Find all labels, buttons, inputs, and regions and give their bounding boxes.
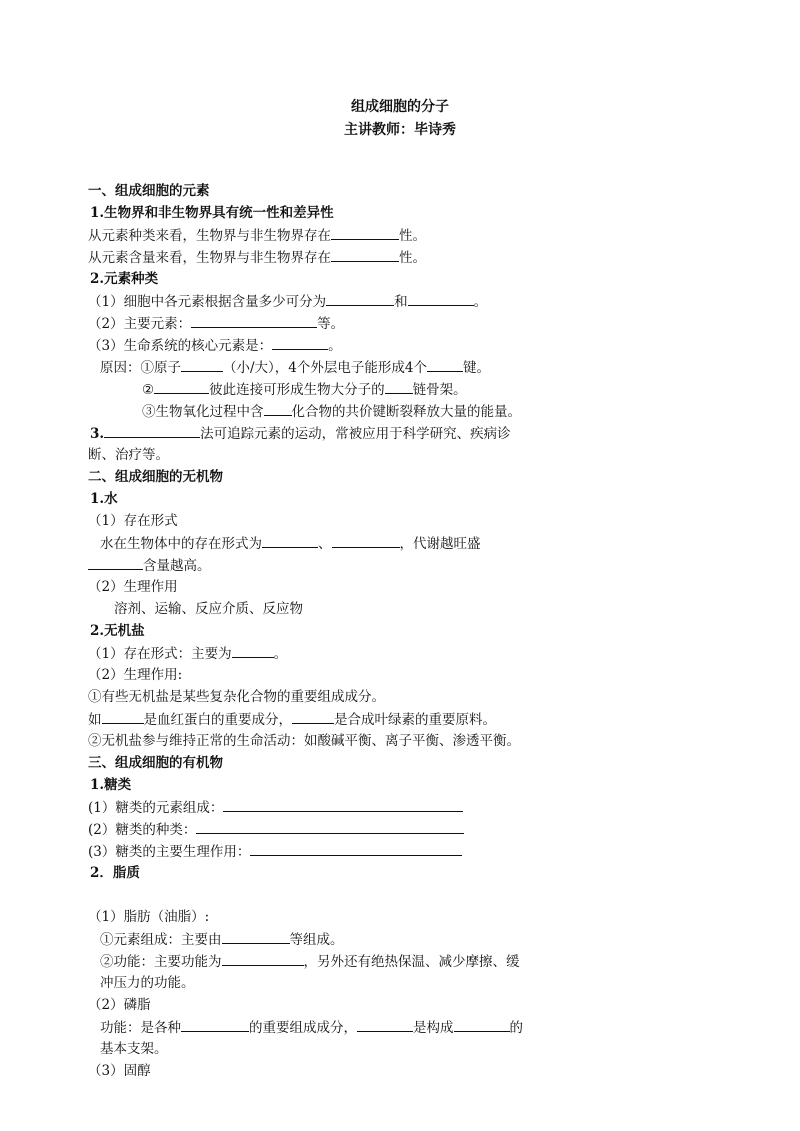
- fill-blank[interactable]: [331, 226, 399, 240]
- text-line: 如 是血红蛋白的重要成分， 是合成叶绿素的重要原料。: [88, 712, 496, 728]
- text-line: 功能：是各种 的重要组成成分， 是构成 的: [100, 1020, 523, 1036]
- page-title: 组成细胞的分子: [351, 99, 449, 115]
- text-line: (1）糖类的元素组成：: [88, 798, 463, 817]
- text-line: 溶剂、运输、反应介质、反应物: [114, 601, 303, 617]
- text-line: 水在生物体中的存在形式为 、 ，代谢越旺盛: [100, 536, 481, 552]
- subheading-lipids: 2．脂质: [90, 865, 140, 881]
- text-line: （1）脂肪（油脂）:: [88, 909, 210, 925]
- text-line: (2）糖类的种类：: [88, 820, 464, 839]
- section-heading-elements: 一、组成细胞的元素: [88, 183, 210, 199]
- fill-blank[interactable]: [154, 380, 209, 394]
- fill-blank[interactable]: [326, 292, 394, 306]
- fill-blank[interactable]: [250, 842, 462, 856]
- text-line: （2）生理作用: [88, 579, 178, 595]
- fill-blank[interactable]: [223, 798, 463, 812]
- fill-blank[interactable]: [332, 534, 400, 548]
- subheading-element-types: 2.元素种类: [90, 271, 159, 287]
- fill-blank[interactable]: [222, 930, 290, 944]
- fill-blank[interactable]: [408, 292, 474, 306]
- text-line: 基本支架。: [100, 1041, 168, 1057]
- text-line: （1）存在形式：主要为 。: [88, 646, 288, 662]
- text-line: ②功能：主要功能为 ，另外还有绝热保温、减少摩擦、缓: [100, 954, 520, 970]
- text-line: （2）生理作用:: [88, 667, 183, 683]
- text-line: 含量越高。: [88, 556, 211, 575]
- section-heading-inorganic: 二、组成细胞的无机物: [88, 469, 223, 485]
- text-line: （2）主要元素： 等。: [88, 316, 345, 332]
- text-line: ①元素组成：主要由 等组成。: [100, 932, 344, 948]
- subheading-water: 1.水: [90, 491, 118, 507]
- fill-blank[interactable]: [385, 380, 413, 394]
- fill-blank[interactable]: [454, 1018, 510, 1032]
- fill-blank[interactable]: [181, 358, 223, 372]
- text-line: ② 彼此连接可形成生物大分子的 链骨架。: [142, 382, 467, 398]
- text-line: （1）细胞中各元素根据含量多少可分为 和 。: [88, 294, 488, 310]
- text-line: 从元素种类来看，生物界与非生物界存在 性。: [88, 228, 426, 244]
- text-line: 原因：①原子 （小/大），4个外层电子能形成4个 键。: [100, 360, 490, 376]
- fill-blank[interactable]: [191, 314, 317, 328]
- fill-blank[interactable]: [222, 952, 304, 966]
- section-heading-organic: 三、组成细胞的有机物: [88, 755, 223, 771]
- subheading-sugars: 1.糖类: [90, 777, 132, 793]
- text-line: （3）生命系统的核心元素是： 。: [88, 338, 342, 354]
- text-line: ②无机盐参与维持正常的生命活动：如酸碱平衡、离子平衡、渗透平衡。: [88, 733, 520, 749]
- teacher-line: 主讲教师：毕诗秀: [344, 122, 456, 138]
- text-line: 断、治疗等。: [88, 447, 169, 463]
- fill-blank[interactable]: [272, 336, 328, 350]
- fill-blank[interactable]: [88, 556, 143, 570]
- fill-blank[interactable]: [262, 534, 318, 548]
- fill-blank[interactable]: [427, 358, 463, 372]
- fill-blank[interactable]: [357, 1018, 413, 1032]
- fill-blank[interactable]: [104, 424, 200, 438]
- subheading-salts: 2.无机盐: [90, 623, 145, 639]
- text-line: 从元素含量来看，生物界与非生物界存在 性。: [88, 250, 426, 266]
- text-line: (3）糖类的主要生理作用：: [88, 842, 462, 861]
- text-line: ①有些无机盐是某些复杂化合物的重要组成成分。: [88, 689, 385, 705]
- text-line: 冲压力的功能。: [100, 975, 195, 991]
- text-line: ③生物氧化过程中含 化合物的共价键断裂释放大量的能量。: [142, 404, 521, 420]
- text-line: （1）存在形式: [88, 513, 178, 529]
- text-line: （3）固醇: [88, 1063, 151, 1079]
- text-line: 3. 法可追踪元素的运动，常被应用于科学研究、疾病诊: [90, 426, 511, 442]
- fill-blank[interactable]: [232, 644, 274, 658]
- fill-blank[interactable]: [102, 710, 144, 724]
- fill-blank[interactable]: [181, 1018, 249, 1032]
- fill-blank[interactable]: [331, 248, 399, 262]
- subheading-unity-diversity: 1.生物界和非生物界具有统一性和差异性: [90, 205, 334, 221]
- text-line: （2）磷脂: [88, 997, 151, 1013]
- fill-blank[interactable]: [292, 710, 334, 724]
- fill-blank[interactable]: [196, 820, 464, 834]
- fill-blank[interactable]: [264, 402, 292, 416]
